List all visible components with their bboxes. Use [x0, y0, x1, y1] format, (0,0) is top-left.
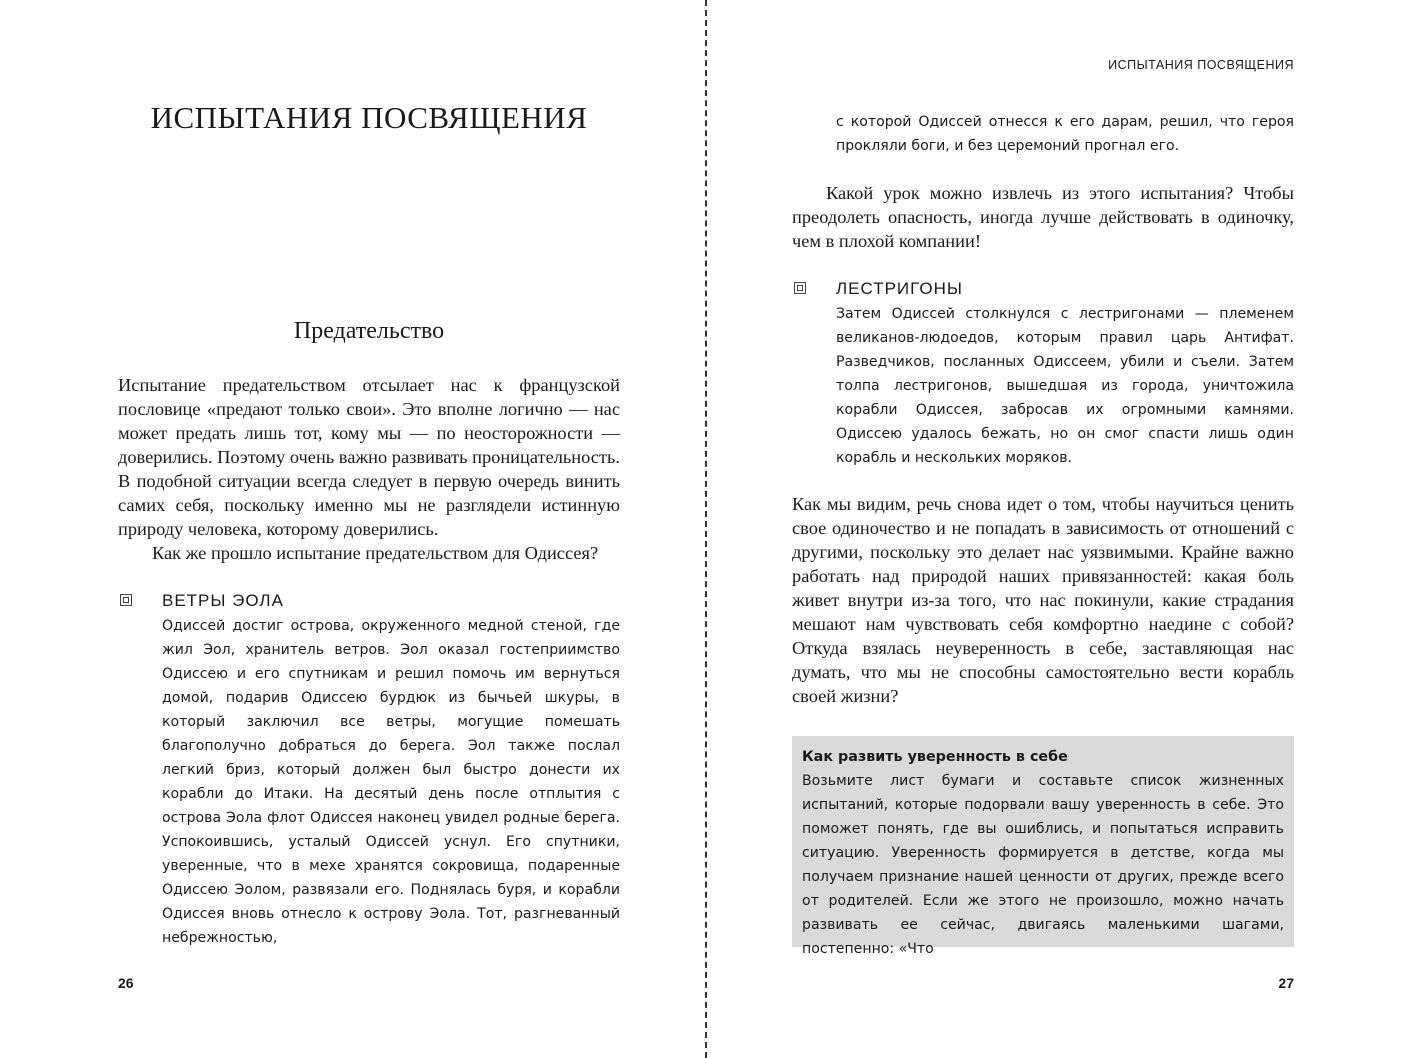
- paragraph: Как же прошло испытание предательством для Одиссея?: [152, 543, 599, 563]
- page-divider: [705, 0, 707, 1058]
- reflection-text: [792, 492, 1294, 708]
- subsection-text: Затем Одиссей столкнулся с лестригонами — племенем великанов-людоедов, которым правил царь Антифат. Разведчиков, посланных Одиссеем, убили и съели. Затем толпа лестригонов, вышедшая из города, уничтожила корабли Одиссея, забросав их огромными камнями. Одиссею удалось бежать, но он смог спасти лишь один корабль и нескольких моряков.: [836, 306, 1294, 466]
- subsection-laestrygonians: [792, 278, 1294, 470]
- paragraph: Как мы видим, речь снова идет о том, чтобы научиться ценить свое одиночество и не попадать в зависимость от отношений с другими, поскольку это делает нас уязвимыми. Крайне важно работать над природой наших привязанностей: какая боль живет внутри из-за того, что нас покинули, какие страдания мешают нам чувствовать себя комфортно наедине с собой? Откуда взялась неуверенность в себе, заставляющая нас думать, что мы не способны самостоятельно вести корабль своей жизни?: [792, 494, 1294, 706]
- section-title: Предательство: [293, 318, 445, 344]
- continued-text: с которой Одиссей отнесся к его дарам, решил, что героя прокляли боги, и без церемоний прогнал его.: [836, 114, 1294, 154]
- meander-square-icon: [794, 282, 806, 294]
- right-page: [792, 0, 1294, 1058]
- paragraph: Испытание предательством отсылает нас к французской пословице «предают только свои». Это вполне логично — нас может предать лишь тот, кому мы — по неосторожности — доверились. Поэтому очень важно развивать проницательность. В подобной ситуации всегда следует в первую очередь винить самих себя, поскольку именно мы не разглядели истинную природу человека, которому доверились.: [118, 375, 620, 539]
- page-number: 27: [1278, 975, 1294, 991]
- subsection-heading: ЛЕСТРИГОНЫ: [836, 279, 963, 298]
- subsection-eol-winds: [118, 590, 620, 950]
- meander-square-icon: [120, 594, 132, 606]
- tip-box-text: Возьмите лист бумаги и составьте список жизненных испытаний, которые подорвали вашу уверенность в себе. Это поможет понять, где вы ошиблись, и попытаться исправить ситуацию. Уверенность формируется в детстве, когда мы получаем признание нашей ценности от других, прежде всего от родителей. Если же этого не произошло, можно начать развивать ее сейчас, двигаясь маленькими шагами, постепенно: «Что: [802, 773, 1284, 957]
- paragraph: Какой урок можно извлечь из этого испытания? Чтобы преодолеть опасность, иногда лучше действовать в одиночку, чем в плохой компании!: [792, 183, 1294, 251]
- tip-box: [792, 736, 1294, 957]
- tip-box-title: Как развить уверенность в себе: [802, 749, 1068, 765]
- subsection-heading: ВЕТРЫ ЭОЛА: [162, 591, 284, 610]
- chapter-title: ИСПЫТАНИЯ ПОСВЯЩЕНИЯ: [150, 100, 588, 135]
- page-number: 26: [118, 975, 134, 991]
- intro-text: [118, 373, 620, 565]
- subsection-text: Одиссей достиг острова, окруженного медной стеной, где жил Эол, хранитель ветров. Эол оказал гостеприимство Одиссею и его спутникам и решил помочь им вернуться домой, подарив Одиссею бурдюк из бычьей шкуры, в который заключил все ветры, могущие помешать благополучно добраться до берега. Эол также послал легкий бриз, который должен был быстро донести их корабли до Итаки. На десятый день после отплытия с острова Эола флот Одиссея наконец увидел родные берега. Успокоившись, усталый Одиссей уснул. Его спутники, уверенные, что в мехе хранятся сокровища, подаренные Одиссею Эолом, развязали его. Поднялась буря, и корабли Одиссея вновь отнесло к острову Эола. Тот, разгневанный небрежностью,: [162, 618, 620, 946]
- left-page: [118, 0, 620, 1058]
- lesson-text: [792, 181, 1294, 253]
- running-head: ИСПЫТАНИЯ ПОСВЯЩЕНИЯ: [1108, 58, 1294, 72]
